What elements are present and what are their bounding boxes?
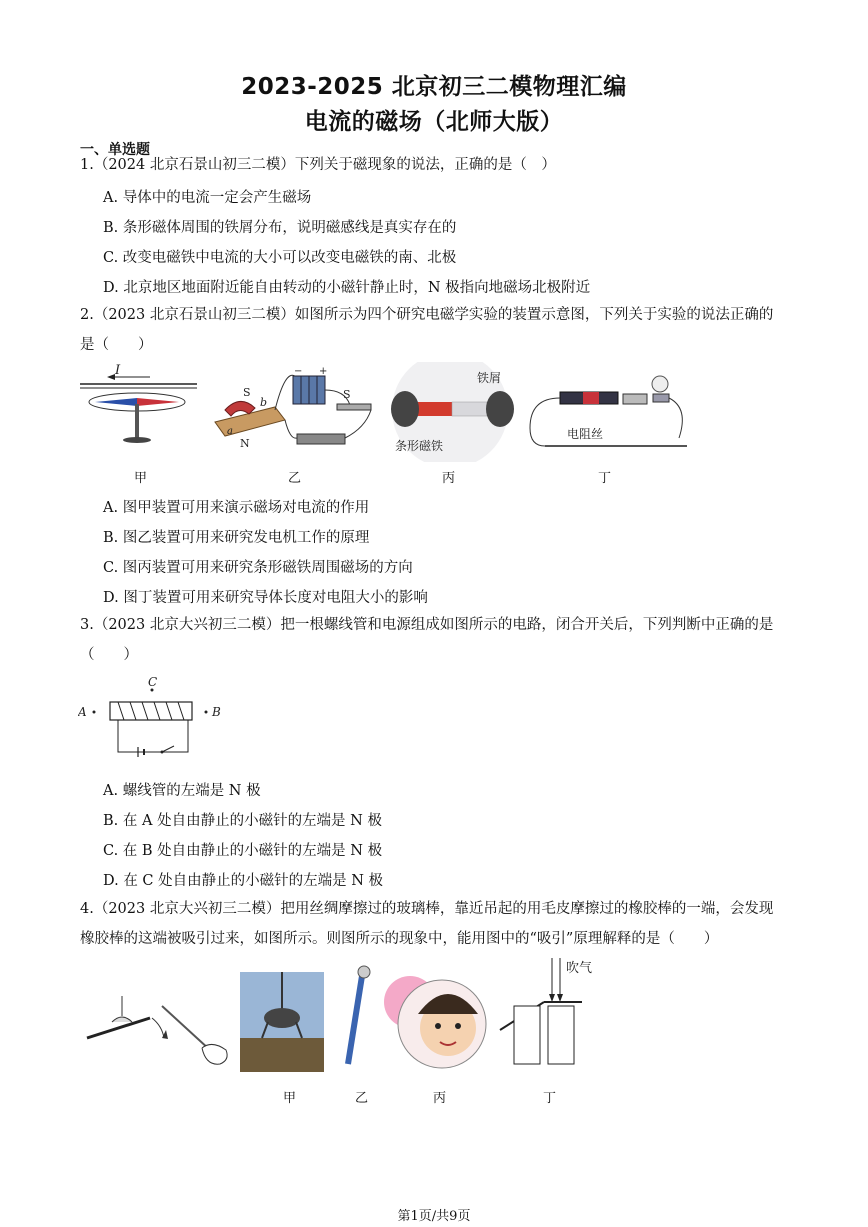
section-heading: 一、单选题: [80, 142, 150, 158]
question-3-option-c[interactable]: C. 在 B 处自由静止的小磁针的左端是 N 极: [103, 843, 383, 859]
question-2-option-a[interactable]: A. 图甲装置可用来演示磁场对电流的作用: [103, 500, 370, 516]
q4-caption-bing: 丙: [433, 1091, 447, 1106]
q4-caption-jia: 甲: [283, 1091, 297, 1106]
question-2-stem: 2.（2023 北京石景山初三二模）如图所示为四个研究电磁学实验的装置示意图，下列关于实验的说法正确的: [80, 307, 774, 323]
question-3-option-a[interactable]: A. 螺线管的左端是 N 极: [103, 783, 261, 799]
svg-text:S: S: [343, 388, 351, 401]
question-2-figure: [75, 362, 695, 462]
question-4-stem: 4.（2023 北京大兴初三二模）把用丝绸摩擦过的玻璃棒，靠近吊起的用毛皮摩擦过的橡胶棒的一端，会发现: [80, 901, 774, 917]
question-2-stem-cont: 是（ ）: [80, 337, 153, 353]
page-footer: 第1页/共9页: [397, 1209, 471, 1224]
question-3-option-d[interactable]: D. 在 C 处自由静止的小磁针的左端是 N 极: [103, 873, 384, 889]
svg-text:a: a: [227, 426, 233, 437]
svg-text:吹气: 吹气: [566, 961, 593, 976]
svg-text:+: +: [319, 366, 328, 377]
figure-q4-yi: [348, 966, 370, 1064]
q4-caption-yi: 乙: [355, 1091, 369, 1106]
figure-ding-circuit: [530, 376, 687, 446]
question-1-stem: 1.（2024 北京石景山初三二模）下列关于磁现象的说法，正确的是（ ）: [80, 157, 556, 173]
figure-caption-bing: 丙: [442, 471, 456, 486]
question-1-option-b[interactable]: B. 条形磁体周围的铁屑分布，说明磁感线是真实存在的: [103, 220, 457, 236]
question-1-option-c[interactable]: C. 改变电磁铁中电流的大小可以改变电磁铁的南、北极: [103, 250, 457, 266]
svg-text:b: b: [260, 396, 268, 409]
figure-q4-bing: [384, 976, 486, 1068]
svg-text:B: B: [212, 705, 221, 719]
question-1-option-a[interactable]: A. 导体中的电流一定会产生磁场: [103, 190, 312, 206]
page-title: 2023-2025 北京初三二模物理汇编: [241, 74, 627, 100]
svg-text:S: S: [243, 386, 251, 399]
current-label: I: [115, 363, 121, 378]
figure-caption-jia: 甲: [134, 471, 148, 486]
figure-q4-photo-crane: [240, 972, 324, 1072]
question-2-option-d[interactable]: D. 图丁装置可用来研究导体长度对电阻大小的影响: [103, 590, 428, 606]
question-2-option-b[interactable]: B. 图乙装置可用来研究发电机工作的原理: [103, 530, 370, 546]
svg-text:A: A: [78, 705, 87, 719]
svg-text:−: −: [294, 366, 303, 377]
figure-jia-compass: [80, 363, 197, 443]
svg-text:电阻丝: 电阻丝: [567, 427, 604, 441]
figure-yi-apparatus: [215, 366, 371, 450]
svg-text:N: N: [240, 437, 250, 450]
question-2-option-c[interactable]: C. 图丙装置可用来研究条形磁铁周围磁场的方向: [103, 560, 413, 576]
question-4-stem-cont: 橡胶棒的这端被吸引过来，如图所示。则图所示的现象中，能用图中的“吸引”原理解释的是（ ）: [80, 931, 719, 947]
question-3-stem-cont: （ ）: [80, 647, 138, 663]
question-3-stem: 3.（2023 北京大兴初三二模）把一根螺线管和电源组成如图所示的电路，闭合开关后，下列判断中正确的是: [80, 617, 774, 633]
figure-q4-ding: [500, 958, 592, 1064]
q4-caption-ding: 丁: [543, 1091, 557, 1106]
figure-caption-ding: 丁: [598, 471, 612, 486]
figure-caption-yi: 乙: [288, 471, 302, 486]
question-1-option-d[interactable]: D. 北京地区地面附近能自由转动的小磁针静止时，N 极指向地磁场北极附近: [103, 280, 591, 296]
question-4-figure: [82, 958, 622, 1078]
svg-text:C: C: [148, 675, 158, 689]
question-3-option-b[interactable]: B. 在 A 处自由静止的小磁针的左端是 N 极: [103, 813, 382, 829]
page-subtitle: 电流的磁场（北师大版）: [304, 109, 564, 135]
figure-q4-rods: [87, 996, 227, 1064]
svg-text:条形磁铁: 条形磁铁: [395, 439, 444, 453]
question-3-solenoid-figure: [78, 674, 238, 764]
figure-bing-bar-magnet: [391, 362, 514, 462]
svg-text:铁屑: 铁屑: [477, 371, 502, 385]
